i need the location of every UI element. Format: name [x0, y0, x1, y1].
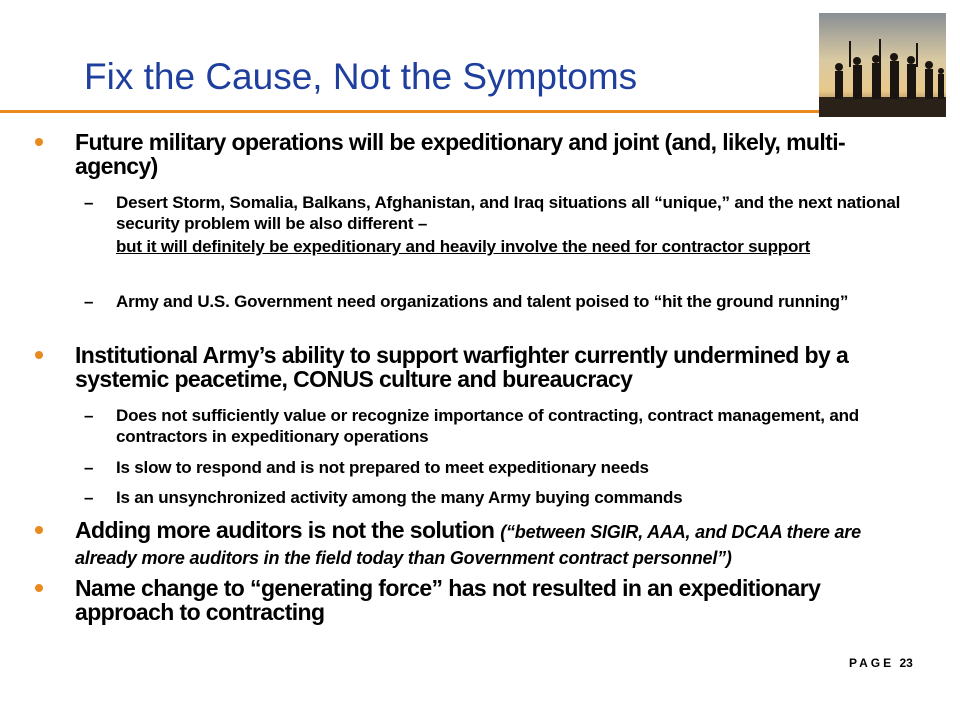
sub-bullet-item: [84, 487, 906, 508]
bullet-dot-icon: [35, 584, 43, 592]
sub-bullet-text: Desert Storm, Somalia, Balkans, Afghanistan, and Iraq situations all “unique,” and the next national security problem will be also different –: [116, 193, 901, 233]
bullet-dot-icon: [35, 138, 43, 146]
sub-bullet-item: [84, 192, 906, 234]
sub-bullet-emphasis-text: but it will definitely be expeditionary and heavily involve the need for contractor support: [116, 237, 811, 256]
sub-bullet-item: [84, 405, 906, 447]
page-number-value: 23: [899, 656, 913, 670]
bullet-item: [75, 130, 905, 178]
sub-bullet-item: [84, 291, 906, 312]
dash-icon: –: [84, 193, 94, 212]
sub-bullet-item: [84, 457, 906, 478]
bullet-text: Future military operations will be expeditionary and joint (and, likely, multi-agency): [75, 129, 846, 179]
dash-icon: –: [84, 458, 94, 477]
sub-bullet-emphasis: [116, 234, 906, 259]
soldiers-silhouette-icon: [819, 13, 946, 117]
soldiers-silhouette-image: [819, 13, 946, 117]
bullet-quote: (“between SIGIR, AAA, and DCAA there are already more auditors in the field today than Government contract personnel”): [75, 522, 861, 568]
bullet-text: Name change to “generating force” has not resulted in an expeditionary approach to contracting: [75, 575, 821, 625]
sub-bullet-text: Army and U.S. Government need organizations and talent poised to “hit the ground running”: [116, 292, 849, 311]
dash-icon: –: [84, 292, 94, 311]
dash-icon: –: [84, 488, 94, 507]
bullet-item: [75, 343, 905, 391]
title-underline-rule: [0, 110, 820, 113]
bullet-item: [75, 518, 905, 570]
bullet-item: [75, 576, 905, 624]
bullet-text: Adding more auditors is not the solution: [75, 517, 495, 543]
sub-bullet-text: Is an unsynchronized activity among the many Army buying commands: [116, 488, 683, 507]
bullet-dot-icon: [35, 526, 43, 534]
dash-icon: –: [84, 406, 94, 425]
page-number: [849, 656, 913, 670]
bullet-dot-icon: [35, 351, 43, 359]
slide-title: Fix the Cause, Not the Symptoms: [84, 56, 638, 97]
sub-bullet-text: Does not sufficiently value or recognize importance of contracting, contract management, and contractors in expeditionary operations: [116, 406, 859, 446]
sub-bullet-text: Is slow to respond and is not prepared to meet expeditionary needs: [116, 458, 649, 477]
bullet-text: Institutional Army’s ability to support warfighter currently undermined by a systemic peacetime, CONUS culture and bureaucracy: [75, 342, 849, 392]
page-label: PAGE: [849, 656, 895, 670]
